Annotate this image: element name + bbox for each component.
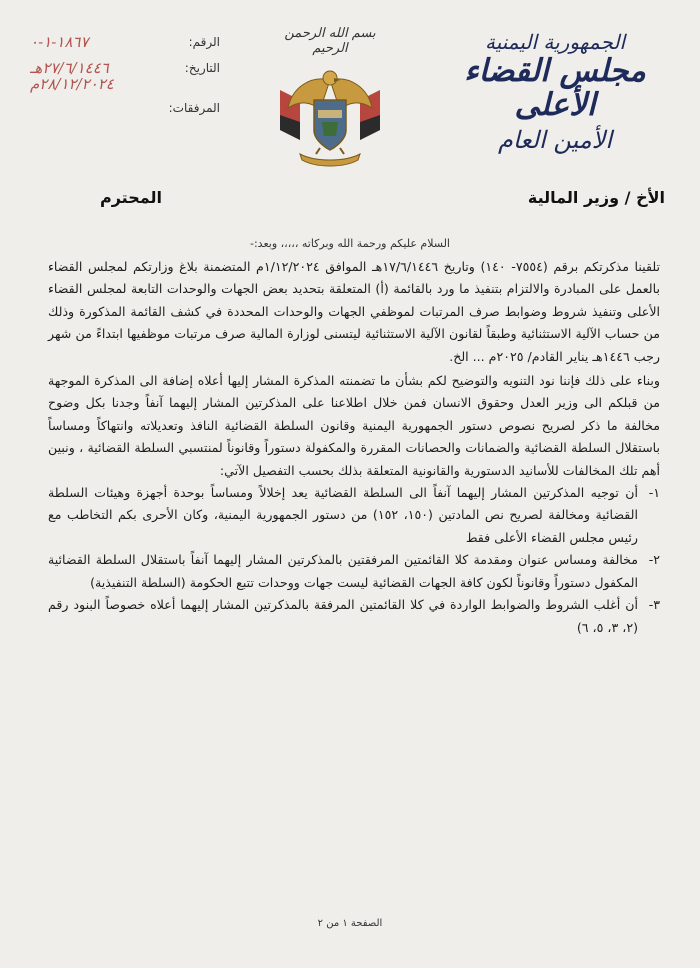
list-item-number: ٢- (648, 552, 660, 568)
list-item (48, 482, 660, 549)
date-hijri: ٢٧/٦/١٤٤٦هـ (30, 59, 109, 77)
page-number: الصفحة ١ من ٢ (317, 918, 383, 929)
letter-body (48, 256, 660, 639)
list-item (48, 549, 660, 594)
list-item-text: أن أغلب الشروط والضوابط الواردة في كلا القائمتين المرفقة بالمذكرتين المشار إليهما أعلاه خصوصاً البنود رقم (٢، ٣، ٥، ٦) (48, 597, 638, 635)
yemen-eagle-emblem-icon (270, 60, 390, 170)
basmala: بسم الله الرحمن الرحيم (284, 26, 376, 56)
paragraph-1: تلقينا مذكرتكم برقم (٧٥٥٤- ١٤٠) وتاريخ ١٧/٦/١٤٤٦هـ الموافق ١/١٢/٢٠٢٤م المتضمنة بلاغ وزارتكم لمجلس القضاء بالعمل على المبادرة والالتزام بتنفيذ ما ورد بالقائمة (أ) المتعلقة بتحديد بعض الجهات والوحدات التابعة لمجلس القضاء الأعلى وتنفيذ شروط وضوابط صرف المرتبات لموظفي الجهات والوحدات المحددة في كشف القائمة المذكورة وذلك من حساب الآلية الاستثنائية وطبقاً لقانون الآلية الاستثنائية ليتسنى لوزارة المالية صرف مرتبات موظفيها ابتداءً من شهر رجب ١٤٤٦هـ يناير القادم/ ٢٠٢٥م ... الخ. (48, 259, 661, 364)
letterhead-council: مجلس القضاء الأعلى (464, 53, 646, 124)
ref-label: الرقم: (188, 35, 220, 49)
date-gregorian: ٢٨/١٢/٢٠٢٤م (30, 74, 114, 93)
emblem-block (270, 26, 390, 174)
addressee-honorific: المحترم (100, 188, 162, 207)
addressee-line (100, 188, 665, 207)
attachments-row (30, 101, 220, 127)
date-row (30, 61, 220, 101)
list-item-text: مخالفة ومساس عنوان ومقدمة كلا القائمتين المرفقتين بالمذكرتين المشار إليهما آنفاً باستقلال السلطة القضائية المكفول دستوراً وقانوناً لكون كافة الجهات القضائية ليست جهات ووحدات تتبع الحكومة (السلطة التنفيذية) (48, 552, 638, 590)
ref-row (30, 35, 220, 61)
list-item-number: ١- (648, 485, 660, 501)
letterhead-country: الجمهورية اليمنية (484, 30, 626, 54)
list-item (48, 594, 660, 639)
list-item-number: ٣- (648, 597, 660, 613)
ref-value: ١٨٦٧-١-٠ (30, 33, 89, 51)
greeting: السلام عليكم ورحمة الله وبركاته ،،،،، وبعد:- (250, 237, 450, 250)
letterhead-authority (450, 30, 660, 154)
date-label: التاريخ: (184, 61, 220, 75)
paragraph-2: وبناء على ذلك فإننا نود التنويه والتوضيح لكم بشأن ما تضمنته المذكرة المشار إليها أعلاه إضافة الى المذكرة الموجهة من قبلكم الى وزير العدل وحقوق الانسان فمن خلال اطلاعنا على المذكرتين المشار إليهما آنفاً وجدنا بكل وضوح مخالفة ما ذكر لصريح نصوص دستور الجمهورية اليمنية وقانون السلطة القضائية النافذ وتعديلاته وانتهاكاً ومساساً باستقلال السلطة القضائية والضمانات والحصانات المقررة والمكفولة دستوراً وقانوناً لمنتسبي السلطة القضائية ، ونبين أهم تلك المخالفات للأسانيد الدستورية والقانونية المتعلقة بذلك بحسب التفصيل الآتي: (48, 373, 660, 478)
addressee-to: الأخ / وزير المالية (527, 188, 665, 207)
list-item-text: أن توجيه المذكرتين المشار إليهما آنفاً الى السلطة القضائية يعد إخلالاً ومساساً بوحدة أجهزة وهيئات السلطة القضائية ومخالفة لصريح نص المادتين (١٥٠، ١٥٢) من دستور الجمهورية اليمنية، وكان الأحرى بكم التخاطب مع رئيس مجلس القضاء الأعلى فقط (48, 485, 638, 545)
reference-block (30, 35, 220, 127)
date-values (30, 61, 165, 93)
attachments-label: المرفقات: (168, 101, 220, 115)
letterhead-office: الأمين العام (497, 126, 613, 155)
